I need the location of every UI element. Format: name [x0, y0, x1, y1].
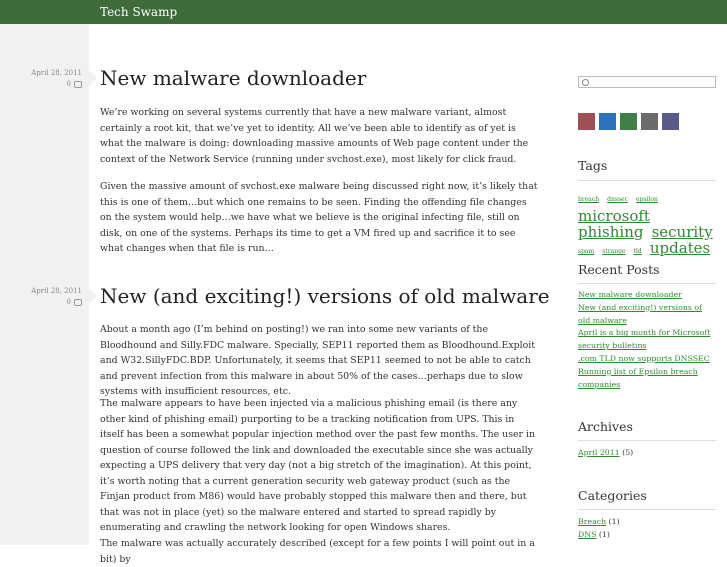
tag-link[interactable]: breach — [578, 196, 600, 203]
category-link[interactable]: DNS — [578, 529, 597, 539]
post-paragraph: Given the massive amount of svchost.exe malware being discussed right now, it’s likely that this is one of them…but which one remains to be seen. Finding the offending file changes on the system would help…we have what we believe is the original infecting file, still on disk, on one of the systems. Perhaps its time to get a VM fired up and sacrifice it to see what changes when that file is run… — [100, 181, 538, 254]
divider — [578, 180, 716, 181]
tag-link[interactable]: strange — [602, 248, 626, 255]
category-count: (1) — [598, 529, 610, 539]
post-paragraph: The malware appears to have been injected via a malicious phishing email (is there any other kind of phishing email) purporting to be a tracking notification from UPS. This in itself has been a somewhat popular injection method over the past few months. The user in question of course followed the link and downloaded the executable since she was actually expecting a UPS delivery that very day (not a big stretch of the imagination). At this point, it’s worth noting that a current generation security web gateway product (such as the Finjan product from M86) would have probably stopped this malware then and there, but that was not in place (yet) so the malware entered and started to spread rapidly by enumerating and crawling the network looking for open Windows shares. — [100, 398, 536, 533]
tag-cloud — [578, 188, 720, 260]
post-pointer — [89, 288, 97, 304]
social-icon[interactable] — [620, 113, 637, 130]
search-input[interactable] — [578, 76, 716, 88]
tag-link[interactable]: epsilon — [636, 196, 658, 203]
tag-link[interactable]: tld — [633, 248, 642, 255]
comment-count: 0 — [66, 298, 71, 306]
recent-post-link[interactable]: New (and exciting!) versions of old malware — [578, 302, 702, 325]
recent-posts-title: Recent Posts — [578, 262, 660, 277]
archives-title: Archives — [578, 419, 633, 434]
post-pointer — [89, 70, 97, 86]
recent-posts-list — [578, 289, 716, 391]
comment-count-link[interactable] — [67, 297, 82, 308]
post-meta — [0, 286, 82, 308]
tag-link[interactable]: updates — [649, 239, 711, 257]
divider — [578, 440, 716, 441]
archive-count: (5) — [622, 448, 634, 457]
divider — [578, 283, 716, 284]
category-count: (1) — [608, 517, 620, 526]
divider — [578, 509, 716, 510]
left-date-column — [0, 24, 89, 545]
tag-link[interactable]: phishing — [578, 223, 644, 241]
post-title[interactable]: New (and exciting!) versions of old malware — [100, 284, 550, 308]
social-icon[interactable] — [578, 113, 595, 130]
comment-bubble-icon — [74, 299, 82, 306]
post-title[interactable]: New malware downloader — [100, 66, 367, 90]
archives-list — [578, 447, 716, 460]
search-icon — [582, 79, 589, 86]
recent-post-link[interactable]: April is a big month for Microsoft security bulletins — [578, 328, 711, 351]
tag-link[interactable]: microsoft — [578, 207, 650, 225]
post-date: April 28, 2011 — [31, 69, 82, 77]
social-icon[interactable] — [599, 113, 616, 130]
category-link[interactable]: Breach — [578, 517, 607, 526]
social-icon[interactable] — [641, 113, 658, 130]
tags-title: Tags — [578, 158, 608, 173]
top-bar — [0, 0, 727, 24]
categories-title: Categories — [578, 488, 647, 503]
recent-post-link[interactable]: Running list of Epsilon breach companies — [578, 366, 698, 389]
post-date: April 28, 2011 — [31, 287, 82, 295]
comment-count: 0 — [66, 80, 71, 88]
categories-list — [578, 516, 716, 542]
recent-post-link[interactable]: New malware downloader — [578, 290, 682, 299]
post-paragraph: The malware was actually accurately described (except for a few points I will point out in a bit) by — [100, 538, 535, 565]
tag-link[interactable]: dnssec — [607, 196, 628, 203]
social-icon[interactable] — [662, 113, 679, 130]
post-paragraph: We’re working on several systems currently that have a new malware variant, almost certainly a root kit, that we’ve yet to identity. All we’ve been able to identify as of yet is what the malware is doing: downloading massive amounts of Web page content under the context of the Network Service (running under svchost.exe), most likely for click fraud. — [100, 107, 529, 165]
site-title-link[interactable]: Tech Swamp — [100, 5, 178, 19]
post-meta — [0, 68, 82, 90]
comment-count-link[interactable] — [67, 79, 82, 90]
comment-bubble-icon — [74, 81, 82, 88]
post-paragraph: About a month ago (I’m behind on posting!) we ran into some new variants of the Bloodhound and Silly.FDC malware. Specially, SEP11 reported them as Bloodhound.Exploit and W32.SillyFDC.BDP. Unfortunately, it seems that SEP11 seemed to not be able to catch and prevent infection from this malware in about 50% of the cases…perhaps due to slow systems with insufficient resources, etc. — [100, 324, 536, 397]
archive-link[interactable]: April 2011 — [578, 448, 620, 457]
tag-link[interactable]: spam — [578, 248, 595, 255]
tag-link[interactable]: security — [651, 223, 713, 241]
recent-post-link[interactable]: .com TLD now supports DNSSEC — [578, 353, 710, 363]
